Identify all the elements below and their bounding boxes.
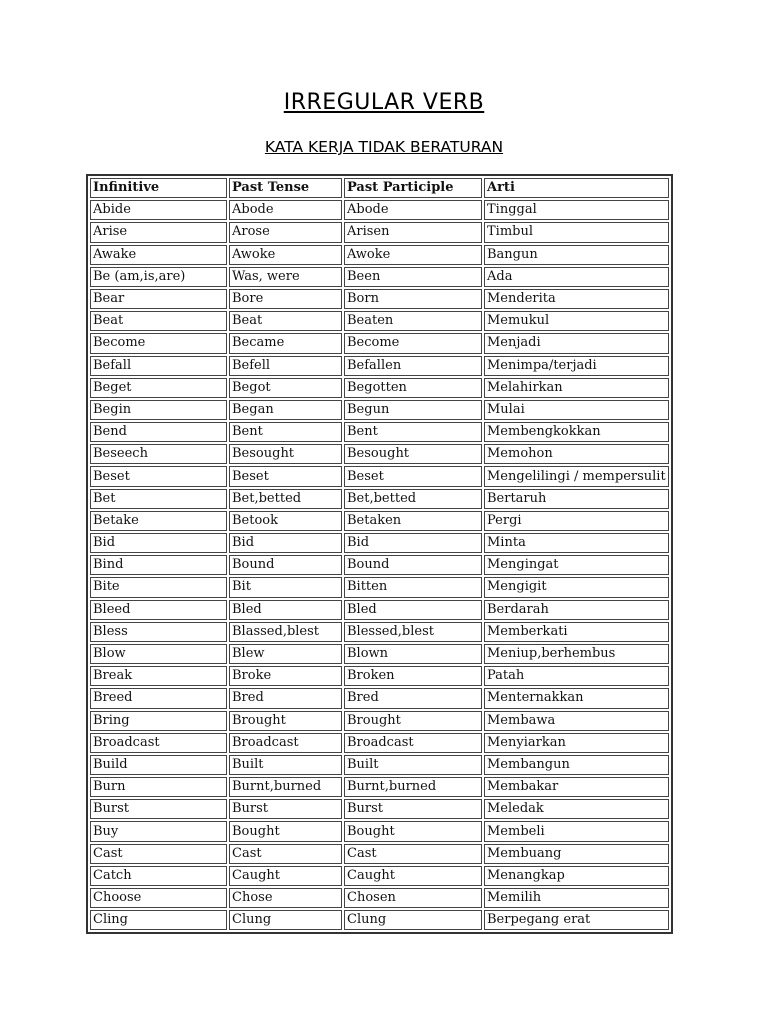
arti-cell: Membakar <box>484 777 669 797</box>
past-participle-cell: Bled <box>344 600 482 620</box>
page-title: IRREGULAR VERB <box>283 90 485 115</box>
infinitive-cell: Blow <box>90 644 227 664</box>
past-participle-cell: Broadcast <box>344 733 482 753</box>
infinitive-cell: Cast <box>90 844 227 864</box>
past-participle-cell: Bought <box>344 821 482 841</box>
infinitive-cell: Buy <box>90 821 227 841</box>
infinitive-cell: Befall <box>90 356 227 376</box>
table-row <box>90 311 669 331</box>
past-participle-cell: Broken <box>344 666 482 686</box>
header-past-participle: Past Participle <box>344 178 482 198</box>
table-row <box>90 222 669 242</box>
arti-cell: Melahirkan <box>484 378 669 398</box>
past-tense-cell: Arose <box>229 222 342 242</box>
arti-cell: Minta <box>484 533 669 553</box>
arti-cell: Bertaruh <box>484 489 669 509</box>
infinitive-cell: Bless <box>90 622 227 642</box>
past-participle-cell: Clung <box>344 910 482 930</box>
table-row <box>90 511 669 531</box>
past-tense-cell: Built <box>229 755 342 775</box>
past-tense-cell: Broadcast <box>229 733 342 753</box>
past-participle-cell: Become <box>344 333 482 353</box>
past-tense-cell: Began <box>229 400 342 420</box>
past-participle-cell: Brought <box>344 711 482 731</box>
past-tense-cell: Bought <box>229 821 342 841</box>
past-participle-cell: Abode <box>344 200 482 220</box>
past-tense-cell: Burst <box>229 799 342 819</box>
past-participle-cell: Bred <box>344 688 482 708</box>
past-tense-cell: Caught <box>229 866 342 886</box>
infinitive-cell: Betake <box>90 511 227 531</box>
past-participle-cell: Blessed,blest <box>344 622 482 642</box>
past-participle-cell: Built <box>344 755 482 775</box>
past-tense-cell: Was, were <box>229 267 342 287</box>
infinitive-cell: Bear <box>90 289 227 309</box>
past-participle-cell: Blown <box>344 644 482 664</box>
table-row <box>90 910 669 930</box>
infinitive-cell: Burn <box>90 777 227 797</box>
table-row <box>90 378 669 398</box>
past-participle-cell: Been <box>344 267 482 287</box>
table-row <box>90 666 669 686</box>
past-participle-cell: Chosen <box>344 888 482 908</box>
arti-cell: Mengelilingi / mempersulit <box>484 466 669 486</box>
infinitive-cell: Build <box>90 755 227 775</box>
table-header-row <box>90 178 669 198</box>
past-tense-cell: Abode <box>229 200 342 220</box>
table-row <box>90 555 669 575</box>
table-row <box>90 489 669 509</box>
past-participle-cell: Bet,betted <box>344 489 482 509</box>
arti-cell: Menyiarkan <box>484 733 669 753</box>
infinitive-cell: Bleed <box>90 600 227 620</box>
past-tense-cell: Blew <box>229 644 342 664</box>
past-tense-cell: Besought <box>229 444 342 464</box>
past-tense-cell: Befell <box>229 356 342 376</box>
table-row <box>90 200 669 220</box>
infinitive-cell: Bend <box>90 422 227 442</box>
arti-cell: Patah <box>484 666 669 686</box>
arti-cell: Pergi <box>484 511 669 531</box>
infinitive-cell: Breed <box>90 688 227 708</box>
past-tense-cell: Bled <box>229 600 342 620</box>
table-row <box>90 755 669 775</box>
table-row <box>90 622 669 642</box>
table-row <box>90 711 669 731</box>
infinitive-cell: Bite <box>90 577 227 597</box>
arti-cell: Meledak <box>484 799 669 819</box>
infinitive-cell: Become <box>90 333 227 353</box>
infinitive-cell: Begin <box>90 400 227 420</box>
past-participle-cell: Cast <box>344 844 482 864</box>
arti-cell: Menderita <box>484 289 669 309</box>
arti-cell: Memilih <box>484 888 669 908</box>
arti-cell: Berdarah <box>484 600 669 620</box>
arti-cell: Membangun <box>484 755 669 775</box>
past-tense-cell: Burnt,burned <box>229 777 342 797</box>
past-tense-cell: Bet,betted <box>229 489 342 509</box>
infinitive-cell: Choose <box>90 888 227 908</box>
table-row <box>90 844 669 864</box>
table-row <box>90 533 669 553</box>
infinitive-cell: Awake <box>90 245 227 265</box>
table-row <box>90 821 669 841</box>
table-row <box>90 644 669 664</box>
table-row <box>90 777 669 797</box>
infinitive-cell: Beset <box>90 466 227 486</box>
infinitive-cell: Arise <box>90 222 227 242</box>
past-participle-cell: Bound <box>344 555 482 575</box>
past-tense-cell: Bound <box>229 555 342 575</box>
arti-cell: Menjadi <box>484 333 669 353</box>
infinitive-cell: Bind <box>90 555 227 575</box>
arti-cell: Memukul <box>484 311 669 331</box>
past-participle-cell: Awoke <box>344 245 482 265</box>
table-body <box>90 200 669 930</box>
past-participle-cell: Befallen <box>344 356 482 376</box>
infinitive-cell: Beget <box>90 378 227 398</box>
infinitive-cell: Bring <box>90 711 227 731</box>
infinitive-cell: Beseech <box>90 444 227 464</box>
infinitive-cell: Beat <box>90 311 227 331</box>
past-participle-cell: Begun <box>344 400 482 420</box>
past-participle-cell: Besought <box>344 444 482 464</box>
arti-cell: Meniup,berhembus <box>484 644 669 664</box>
arti-cell: Memberkati <box>484 622 669 642</box>
past-participle-cell: Arisen <box>344 222 482 242</box>
arti-cell: Timbul <box>484 222 669 242</box>
past-participle-cell: Begotten <box>344 378 482 398</box>
table-row <box>90 356 669 376</box>
arti-cell: Membengkokkan <box>484 422 669 442</box>
past-participle-cell: Born <box>344 289 482 309</box>
past-tense-cell: Brought <box>229 711 342 731</box>
past-tense-cell: Bit <box>229 577 342 597</box>
arti-cell: Membuang <box>484 844 669 864</box>
header-infinitive: Infinitive <box>90 178 227 198</box>
infinitive-cell: Bid <box>90 533 227 553</box>
past-tense-cell: Bid <box>229 533 342 553</box>
past-participle-cell: Caught <box>344 866 482 886</box>
past-tense-cell: Became <box>229 333 342 353</box>
table-row <box>90 422 669 442</box>
arti-cell: Mengingat <box>484 555 669 575</box>
past-tense-cell: Betook <box>229 511 342 531</box>
table-row <box>90 866 669 886</box>
infinitive-cell: Break <box>90 666 227 686</box>
arti-cell: Menangkap <box>484 866 669 886</box>
infinitive-cell: Bet <box>90 489 227 509</box>
arti-cell: Mengigit <box>484 577 669 597</box>
arti-cell: Bangun <box>484 245 669 265</box>
table-row <box>90 267 669 287</box>
table-row <box>90 888 669 908</box>
table-row <box>90 600 669 620</box>
arti-cell: Berpegang erat <box>484 910 669 930</box>
table-row <box>90 245 669 265</box>
past-participle-cell: Betaken <box>344 511 482 531</box>
past-tense-cell: Awoke <box>229 245 342 265</box>
arti-cell: Membeli <box>484 821 669 841</box>
past-tense-cell: Broke <box>229 666 342 686</box>
table-row <box>90 400 669 420</box>
infinitive-cell: Burst <box>90 799 227 819</box>
past-tense-cell: Bred <box>229 688 342 708</box>
past-participle-cell: Bid <box>344 533 482 553</box>
verb-table <box>86 174 673 934</box>
arti-cell: Menternakkan <box>484 688 669 708</box>
past-tense-cell: Clung <box>229 910 342 930</box>
past-tense-cell: Begot <box>229 378 342 398</box>
past-tense-cell: Cast <box>229 844 342 864</box>
past-participle-cell: Burst <box>344 799 482 819</box>
table-row <box>90 577 669 597</box>
table-row <box>90 466 669 486</box>
arti-cell: Tinggal <box>484 200 669 220</box>
header-past-tense: Past Tense <box>229 178 342 198</box>
table-row <box>90 733 669 753</box>
table-row <box>90 799 669 819</box>
table-row <box>90 444 669 464</box>
past-tense-cell: Bent <box>229 422 342 442</box>
past-participle-cell: Burnt,burned <box>344 777 482 797</box>
table-row <box>90 289 669 309</box>
infinitive-cell: Broadcast <box>90 733 227 753</box>
past-tense-cell: Blassed,blest <box>229 622 342 642</box>
infinitive-cell: Abide <box>90 200 227 220</box>
arti-cell: Menimpa/terjadi <box>484 356 669 376</box>
past-participle-cell: Beaten <box>344 311 482 331</box>
infinitive-cell: Be (am,is,are) <box>90 267 227 287</box>
page-subtitle: KATA KERJA TIDAK BERATURAN <box>264 138 504 156</box>
past-participle-cell: Bitten <box>344 577 482 597</box>
table-row <box>90 688 669 708</box>
infinitive-cell: Catch <box>90 866 227 886</box>
table-row <box>90 333 669 353</box>
past-tense-cell: Beset <box>229 466 342 486</box>
infinitive-cell: Cling <box>90 910 227 930</box>
arti-cell: Membawa <box>484 711 669 731</box>
arti-cell: Memohon <box>484 444 669 464</box>
past-participle-cell: Beset <box>344 466 482 486</box>
arti-cell: Mulai <box>484 400 669 420</box>
arti-cell: Ada <box>484 267 669 287</box>
past-tense-cell: Chose <box>229 888 342 908</box>
past-tense-cell: Bore <box>229 289 342 309</box>
header-arti: Arti <box>484 178 669 198</box>
past-participle-cell: Bent <box>344 422 482 442</box>
past-tense-cell: Beat <box>229 311 342 331</box>
